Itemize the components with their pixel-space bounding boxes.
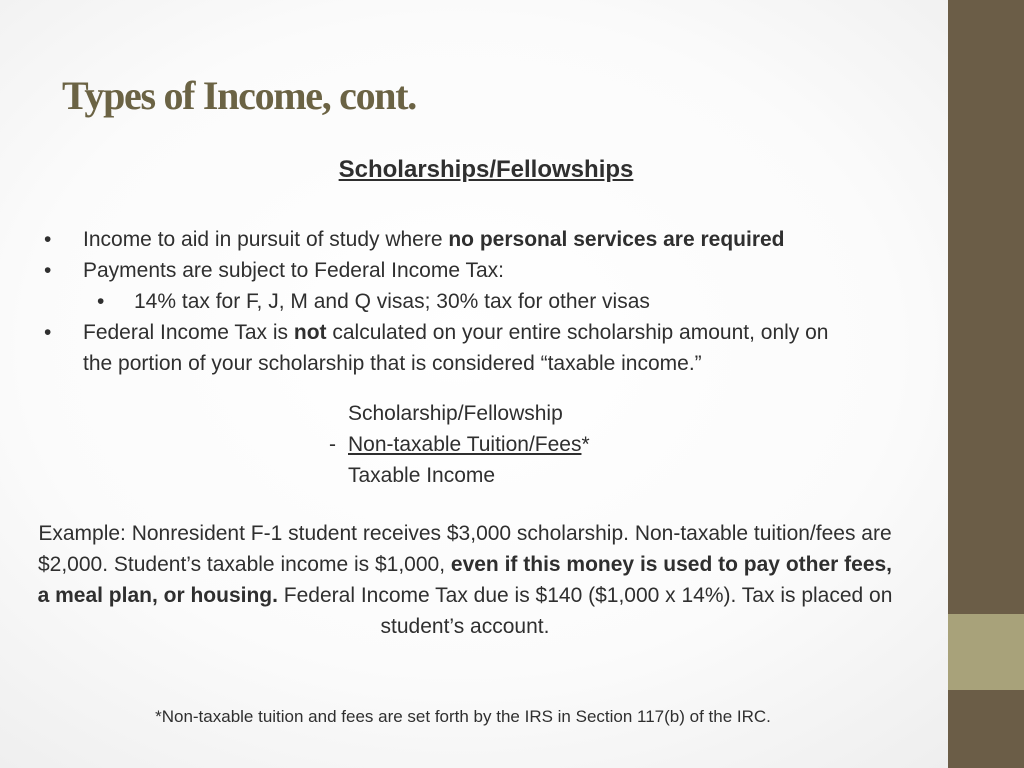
slide-title: Types of Income, cont. [62, 73, 416, 118]
bullet-icon: • [44, 228, 52, 251]
bullet-text: calculated on your entire scholarship amount, only on [326, 321, 829, 344]
footnote: *Non-taxable tuition and fees are set forth by the IRS in Section 117(b) of the IRC. [155, 707, 771, 726]
slide-subtitle: Scholarships/Fellowships [338, 156, 634, 183]
sub-bullet-item-tax-rates [0, 286, 940, 317]
formula-nontaxable: Non-taxable Tuition/Fees [348, 433, 582, 456]
bullet-text: Federal Income Tax is [83, 321, 294, 344]
bullet-icon: • [44, 259, 52, 282]
formula-row [329, 398, 590, 429]
bullet-text: Income to aid in pursuit of study where [83, 228, 449, 251]
sub-bullet-text: 14% tax for F, J, M and Q visas; 30% tax for other visas [134, 290, 650, 313]
bullet-text: Payments are subject to Federal Income Tax: [83, 259, 504, 282]
bullet-item-income-aid [0, 224, 940, 255]
bullet-item-taxable-portion [0, 317, 940, 379]
bullet-text-continued: the portion of your scholarship that is considered “taxable income.” [83, 352, 702, 375]
bullet-icon: • [97, 290, 105, 313]
formula-row [329, 429, 590, 460]
bullet-icon: • [44, 321, 52, 344]
example-text: Federal Income Tax due is $140 ($1,000 x 14%). Tax is placed on student’s account. [277, 584, 893, 638]
minus-sign: - [329, 433, 336, 456]
formula-row [329, 460, 590, 491]
formula-scholarship: Scholarship/Fellowship [348, 402, 563, 425]
bullet-bold-text: not [293, 321, 327, 344]
example-text: Example: Nonresident F-1 student receives $3,000 scholarship. Non-taxable tuition/fees are $2,000. Student’s taxable income is $1,000, [37, 522, 892, 576]
formula-taxable-income: Taxable Income [348, 464, 496, 487]
taxable-income-formula [329, 398, 590, 491]
bullet-bold-text: no personal services are required [448, 228, 785, 251]
bullet-list [0, 224, 940, 379]
example-bold-text: even if this money is used to pay other fees, a meal plan, or housing. [37, 553, 893, 607]
formula-asterisk: * [581, 433, 590, 456]
example-paragraph [30, 518, 900, 642]
sidebar-accent-block [948, 614, 1024, 690]
bullet-item-payments-taxed [0, 255, 940, 286]
